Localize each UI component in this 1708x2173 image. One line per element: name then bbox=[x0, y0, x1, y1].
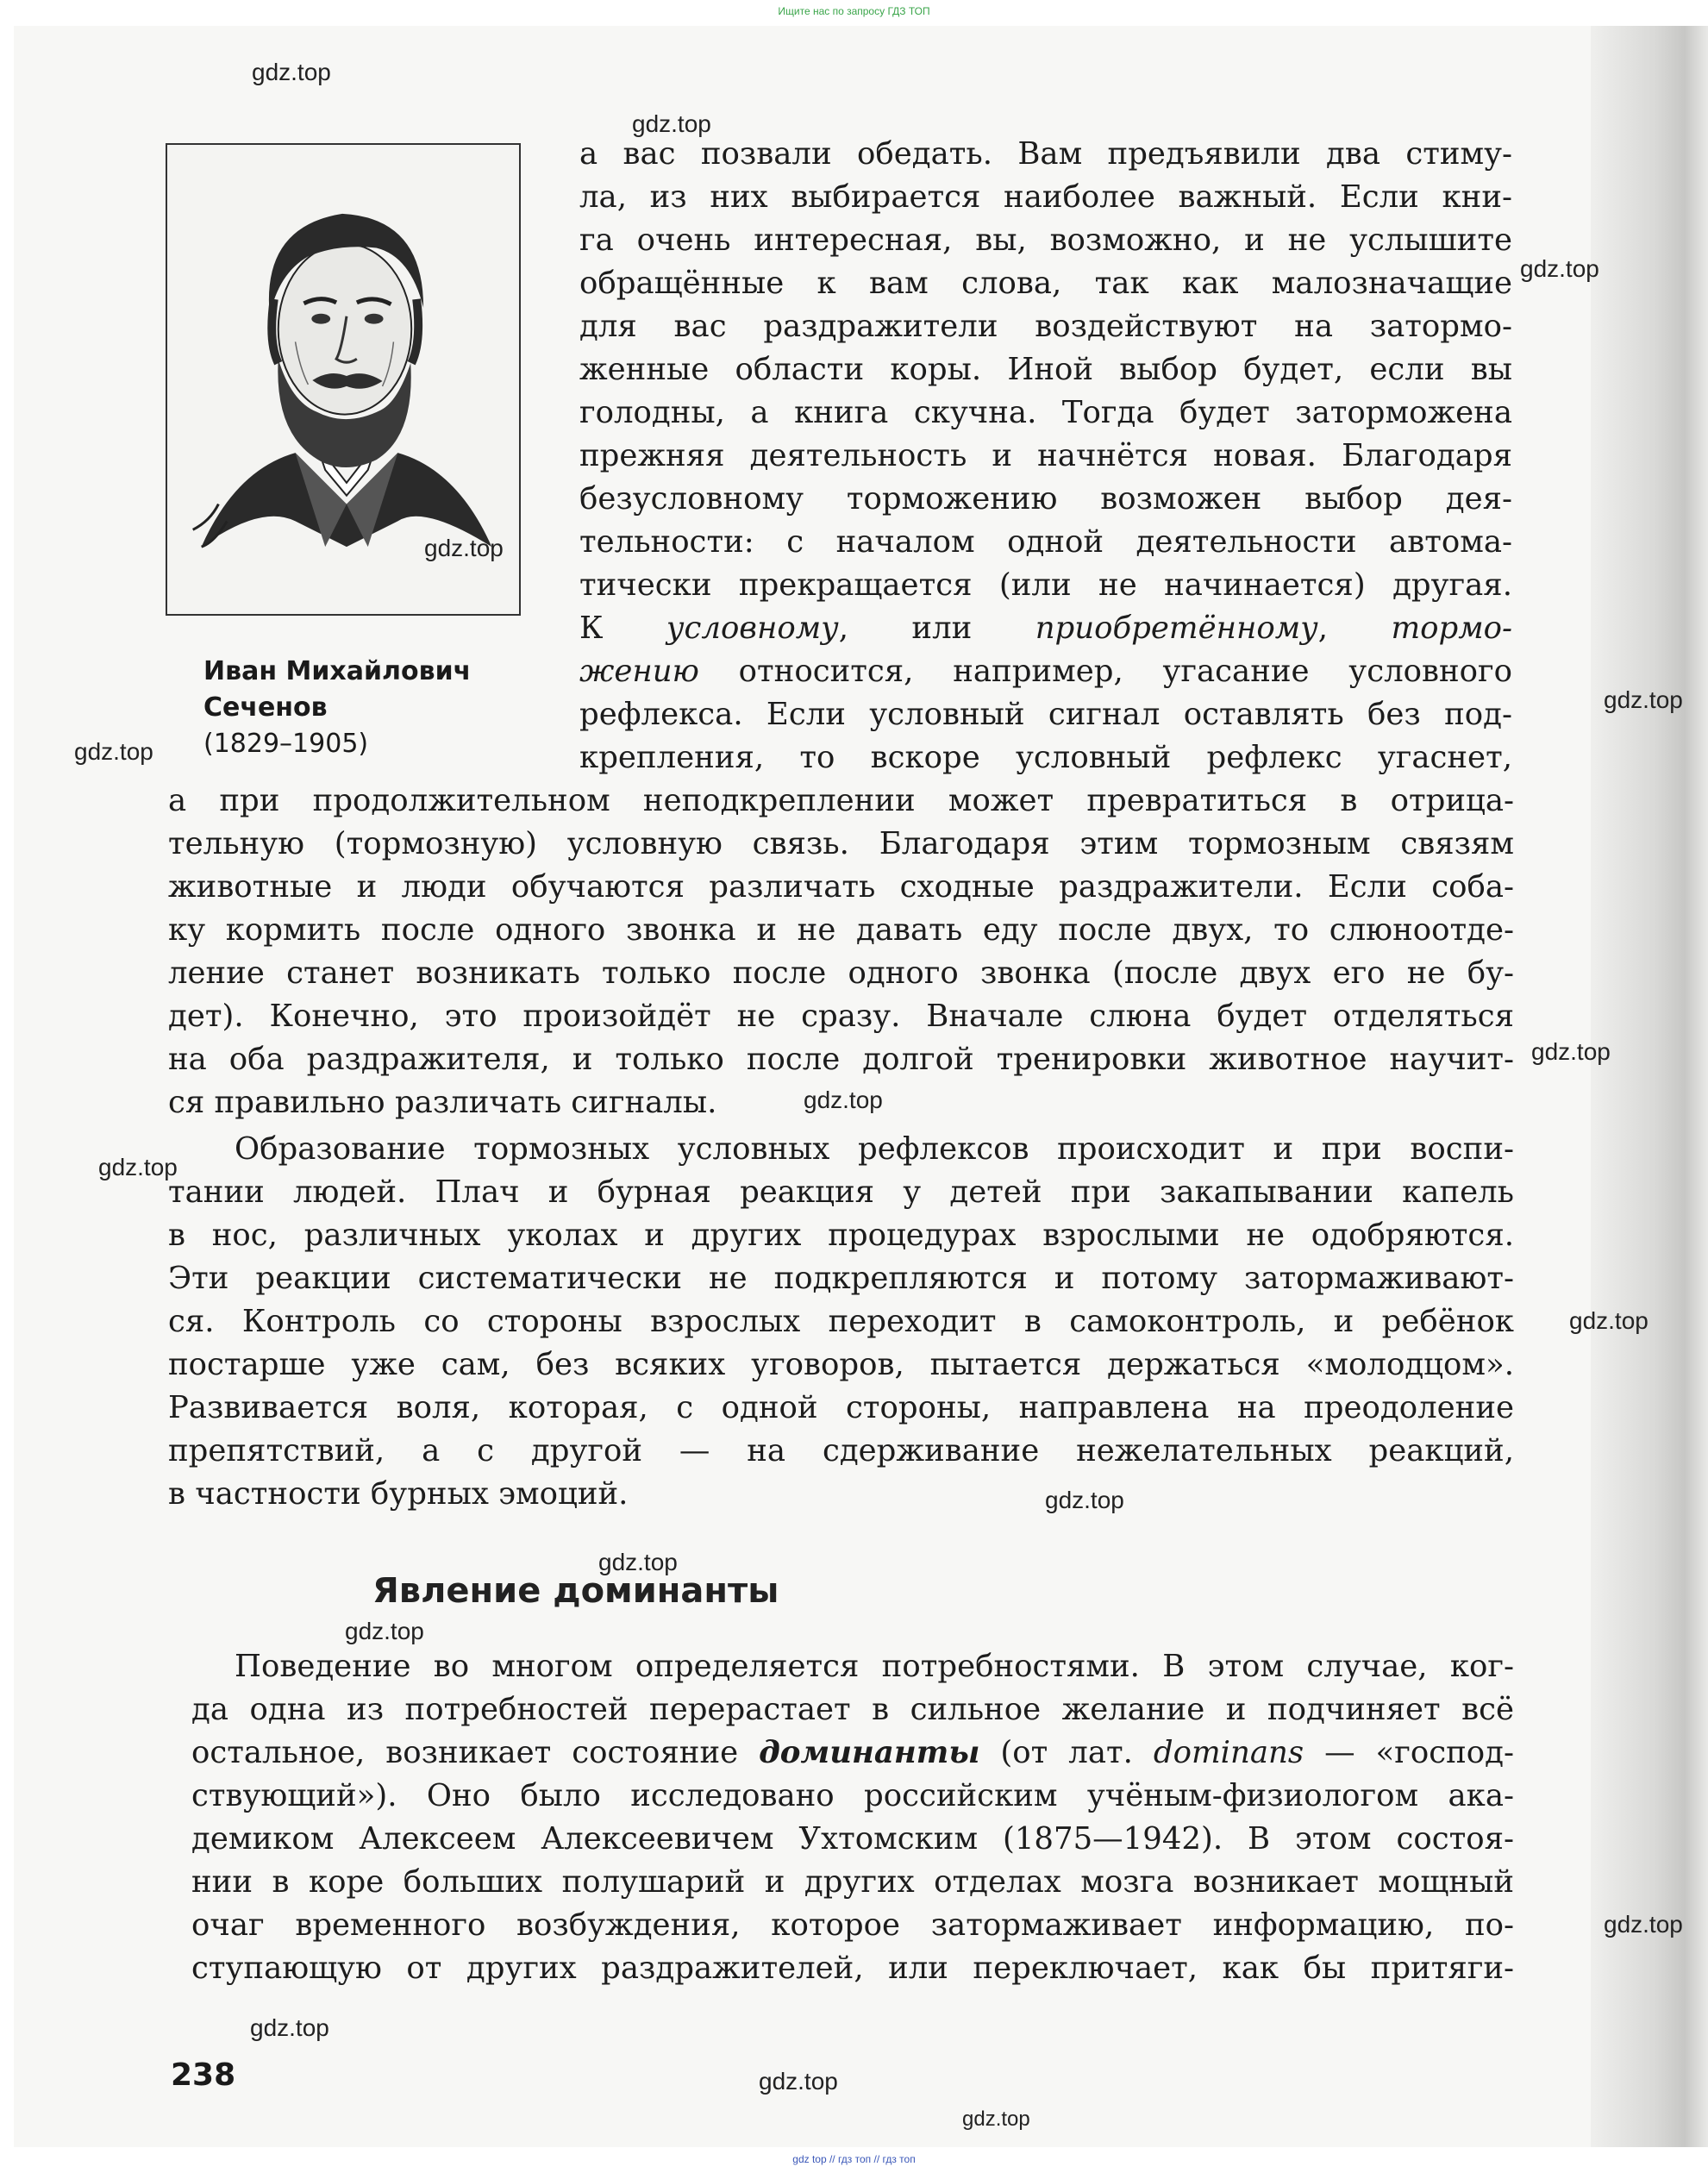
term-inhibition-part2: жению bbox=[579, 654, 699, 689]
watermark[interactable]: gdz.top bbox=[598, 1549, 678, 1575]
text-line: женные области коры. Иной выбор будет, если вы bbox=[579, 352, 1512, 387]
caption-years: (1829–1905) bbox=[203, 729, 369, 759]
conditioned-line-2 bbox=[579, 650, 1512, 693]
text-line: ся. Контроль со стороны взрослых переходит в самоконтроль, и ребёнок bbox=[168, 1304, 1514, 1339]
dominant-line-8: ступающую от других раздражителей, или переключает, как бы притяги- bbox=[191, 1951, 1514, 1986]
watermark[interactable]: gdz.top bbox=[1604, 1911, 1683, 1938]
text-line: постарше уже сам, без всяких уговоров, пытается держаться «молодцом». bbox=[168, 1347, 1514, 1382]
text-line: препятствий, а с другой — на сдерживание нежелательных реакций, bbox=[168, 1433, 1514, 1468]
dominant-line-7: очаг временного возбуждения, которое затормаживает информацию, по- bbox=[191, 1907, 1514, 1943]
dominant-line-2: да одна из потребностей перерастает в сильное желание и подчиняет всё bbox=[191, 1692, 1514, 1727]
term-acquired: приобретённому bbox=[1035, 611, 1318, 646]
text-fragment: относится, например, угасание условного bbox=[698, 654, 1512, 689]
text-line: для вас раздражители воздействуют на затормо- bbox=[579, 309, 1512, 344]
watermark[interactable]: gdz.top bbox=[804, 1086, 883, 1113]
watermark[interactable]: gdz.top bbox=[759, 2068, 838, 2095]
text-line: а вас позвали обедать. Вам предъявили два стиму- bbox=[579, 136, 1512, 172]
text-line: тании людей. Плач и бурная реакция у детей при закапывании капель bbox=[168, 1174, 1514, 1210]
watermark[interactable]: gdz.top bbox=[98, 1154, 178, 1180]
text-line: тельную (тормозную) условную связь. Благодаря этим тормозным связям bbox=[168, 826, 1514, 861]
dominant-line-4: ствующий»). Оно было исследовано российским учёным-физиологом ака- bbox=[191, 1778, 1514, 1813]
text-line: ся правильно различать сигналы. bbox=[168, 1085, 717, 1120]
dominant-line-5: демиком Алексеем Алексеевичем Ухтомским (1875—1942). В этом состоя- bbox=[191, 1821, 1514, 1857]
text-line: тельности: с началом одной деятельности автома- bbox=[579, 524, 1512, 560]
text-line: голодны, а книга скучна. Тогда будет заторможена bbox=[579, 395, 1512, 430]
portrait-caption bbox=[203, 654, 514, 762]
dominant-line-3 bbox=[191, 1732, 1514, 1775]
watermark[interactable]: gdz.top bbox=[250, 2014, 329, 2041]
text-line: ку кормить после одного звонка и не давать еду после двух, то слюноотде- bbox=[168, 912, 1514, 948]
text-line: тически прекращается (или не начинается) другая. bbox=[579, 567, 1512, 603]
term-inhibition-part1: тормо- bbox=[1391, 611, 1512, 646]
watermark[interactable]: gdz.top bbox=[1569, 1307, 1649, 1334]
text-fragment: (от лат. bbox=[979, 1735, 1154, 1770]
conditioned-line-1 bbox=[579, 607, 1512, 650]
text-line: животные и люди обучаются различать сходные раздражители. Если соба- bbox=[168, 869, 1514, 905]
page-gutter-shadow bbox=[1591, 26, 1708, 2147]
section-heading: Явление доминанты bbox=[372, 1571, 779, 1611]
dominant-line-6: нии в коре больших полушарий и других отделах мозга возникает мощный bbox=[191, 1864, 1514, 1900]
conditioned-line-3: рефлекса. Если условный сигнал оставлять без под- bbox=[579, 697, 1512, 732]
text-line: на оба раздражителя, и только после долгой тренировки животное научит- bbox=[168, 1042, 1514, 1077]
watermark[interactable]: gdz.top bbox=[252, 59, 331, 85]
caption-name-line1: Иван Михайлович bbox=[203, 656, 472, 686]
text-fragment: — «господ- bbox=[1304, 1735, 1515, 1770]
text-line: в нос, различных уколах и других процедурах взрослыми не одобряются. bbox=[168, 1218, 1514, 1253]
text-line: обращённые к вам слова, так как малозначащие bbox=[579, 266, 1512, 301]
text-line: Эти реакции систематически не подкрепляются и потому затормаживают- bbox=[168, 1261, 1514, 1296]
watermark[interactable]: gdz.top bbox=[1531, 1038, 1611, 1065]
text-line: га очень интересная, вы, возможно, и не услышите bbox=[579, 222, 1512, 258]
watermark[interactable]: gdz.top bbox=[1045, 1487, 1124, 1513]
watermark[interactable]: gdz.top bbox=[1604, 686, 1683, 713]
text-line: Развивается воля, которая, с одной стороны, направлена на преодоление bbox=[168, 1390, 1514, 1425]
text-line: Образование тормозных условных рефлексов происходит и при воспи- bbox=[235, 1131, 1514, 1167]
watermark[interactable]: gdz.top bbox=[424, 535, 504, 561]
text-line: дет). Конечно, это произойдёт не сразу. Вначале слюна будет отделяться bbox=[168, 999, 1514, 1034]
text-fragment: К bbox=[579, 611, 666, 646]
text-line: безусловному торможению возможен выбор дея- bbox=[579, 481, 1512, 517]
text-line: в частности бурных эмоций. bbox=[168, 1476, 629, 1512]
text-line: ла, из них выбирается наиболее важный. Если кни- bbox=[579, 179, 1512, 215]
watermark[interactable]: gdz.top bbox=[345, 1618, 424, 1644]
text-fragment: остальное, возникает состояние bbox=[191, 1735, 760, 1770]
text-fragment: , или bbox=[838, 611, 1035, 646]
caption-name-line2: Сеченов bbox=[203, 692, 328, 723]
dominant-line-1: Поведение во многом определяется потребностями. В этом случае, ког- bbox=[235, 1649, 1514, 1684]
watermark[interactable]: gdz.top bbox=[632, 110, 711, 137]
top-banner[interactable]: Ищите нас по запросу ГДЗ ТОП bbox=[778, 5, 930, 17]
term-conditioned: условному bbox=[666, 611, 839, 646]
text-line: прежняя деятельность и начнётся новая. Благодаря bbox=[579, 438, 1512, 473]
term-dominans-latin: dominans bbox=[1153, 1735, 1304, 1770]
watermark[interactable]: gdz.top bbox=[74, 738, 153, 765]
watermark[interactable]: gdz.top bbox=[962, 2107, 1030, 2131]
watermark[interactable]: gdz.top bbox=[1520, 255, 1599, 282]
bottom-banner[interactable]: gdz top // гдз топ // гдз топ bbox=[792, 2153, 916, 2165]
text-line: ление станет возникать только после одного звонка (после двух его не бу- bbox=[168, 955, 1514, 991]
term-dominant: доминанты bbox=[759, 1735, 980, 1770]
text-line: а при продолжительном неподкреплении может превратиться в отрица- bbox=[168, 783, 1514, 818]
text-fragment: , bbox=[1317, 611, 1392, 646]
page-number: 238 bbox=[171, 2057, 236, 2093]
conditioned-line-4: крепления, то вскоре условный рефлекс угаснет, bbox=[579, 740, 1512, 775]
